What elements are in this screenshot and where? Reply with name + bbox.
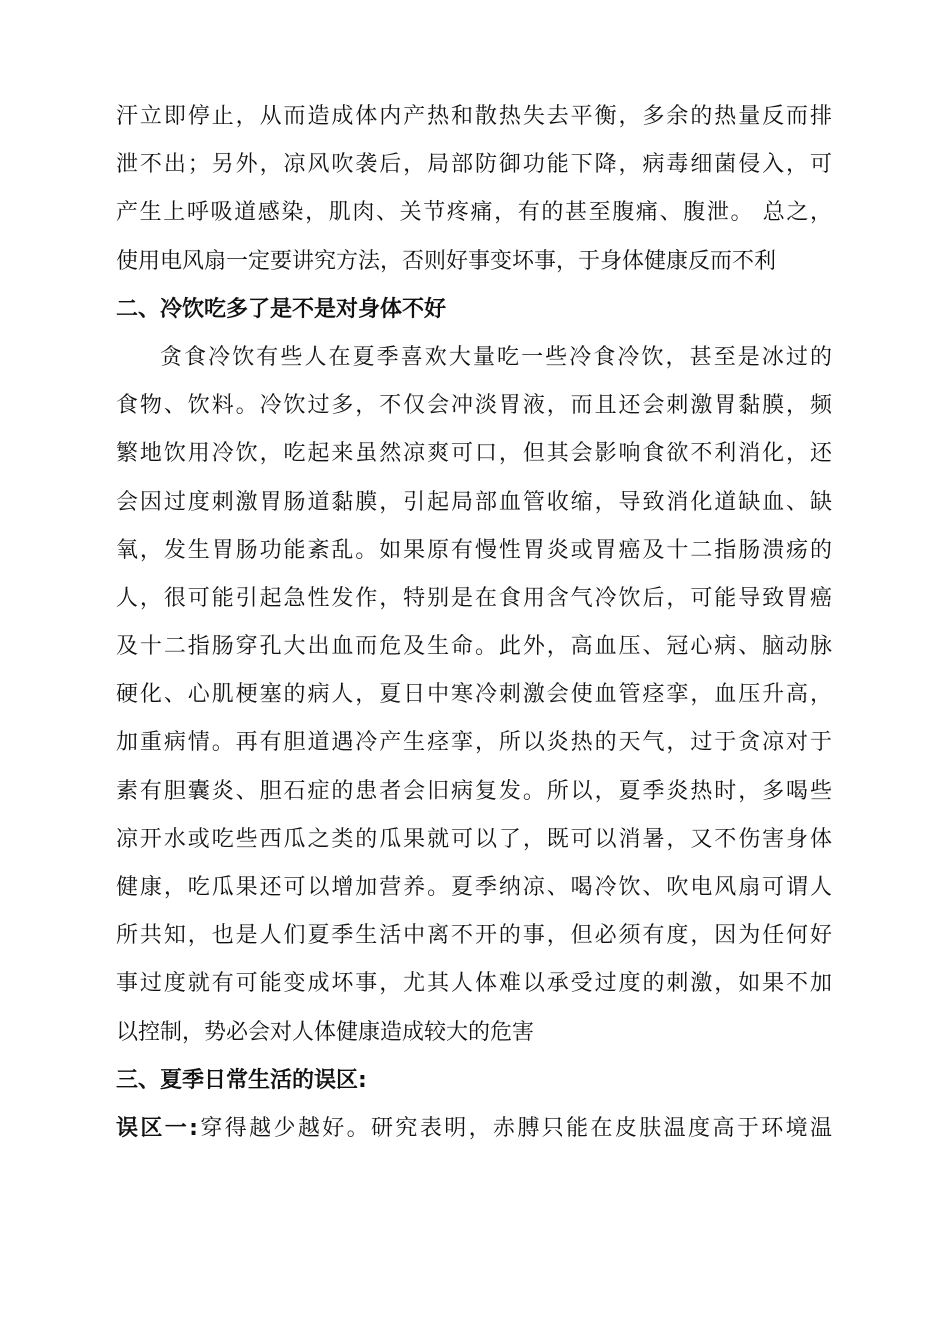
- para1-line-1: 汗立即停止，从而造成体内产热和散热失去平衡，多余的热量反而排: [116, 104, 832, 129]
- para2-line-2: 食物、饮料。冷饮过多，不仅会冲淡胃液，而且还会刺激胃黏膜，频: [116, 393, 832, 419]
- para2-line-10: 素有胆囊炎、胆石症的患者会旧病复发。所以，夏季炎热时，多喝些: [116, 778, 832, 804]
- myth1-label: 误区一:: [116, 1115, 198, 1141]
- para2-line-14: 事过度就有可能变成坏事，尤其人体难以承受过度的刺激，如果不加: [116, 971, 832, 997]
- myth1-text: 穿得越少越好。研究表明，赤膊只能在皮肤温度高于环境温: [197, 1115, 832, 1141]
- para2-line-1: 贪食冷饮有些人在夏季喜欢大量吃一些冷食冷饮，甚至是冰过的: [160, 344, 832, 370]
- myth1-line: [116, 1105, 832, 1153]
- para2-line-6: 人，很可能引起急性发作，特别是在食用含气冷饮后，可能导致胃癌: [116, 585, 832, 611]
- section-heading-3: 三、夏季日常生活的误区:: [116, 1067, 367, 1093]
- para1-line-2: 泄不出；另外，凉风吹袭后，局部防御功能下降，病毒细菌侵入，可: [116, 152, 832, 178]
- document-page: [116, 93, 832, 1153]
- para2-line-4: 会因过度刺激胃肠道黏膜，引起局部血管收缩，导致消化道缺血、缺: [116, 489, 832, 515]
- para2-line-9: 加重病情。再有胆道遇冷产生痉挛，所以炎热的天气，过于贪凉对于: [116, 730, 832, 756]
- section-heading-2: 二、冷饮吃多了是不是对身体不好: [116, 296, 447, 322]
- para1-line-3: 产生上呼吸道感染，肌肉、关节疼痛，有的甚至腹痛、腹泄。 总之，: [116, 200, 832, 226]
- para2-line-11: 凉开水或吃些西瓜之类的瓜果就可以了，既可以消暑，又不伤害身体: [116, 826, 832, 852]
- para2-line-8: 硬化、心肌梗塞的病人，夏日中寒冷刺激会使血管痉挛，血压升高，: [116, 682, 832, 708]
- para2-line-12: 健康，吃瓜果还可以增加营养。夏季纳凉、喝冷饮、吹电风扇可谓人: [116, 875, 832, 900]
- para2-line-5: 氧，发生胃肠功能紊乱。如果原有慢性胃炎或胃癌及十二指肠溃疡的: [116, 537, 832, 563]
- para2-line-7: 及十二指肠穿孔大出血而危及生命。此外，高血压、冠心病、脑动脉: [116, 634, 832, 660]
- para2-line-15: 以控制，势必会对人体健康造成较大的危害: [116, 1019, 535, 1045]
- para2-line-3: 繁地饮用冷饮，吃起来虽然凉爽可口，但其会影响食欲不利消化，还: [116, 441, 832, 467]
- para1-line-4: 使用电风扇一定要讲究方法，否则好事变坏事，于身体健康反而不利: [116, 248, 777, 274]
- para2-line-13: 所共知，也是人们夏季生活中离不开的事，但必须有度，因为任何好: [116, 923, 832, 949]
